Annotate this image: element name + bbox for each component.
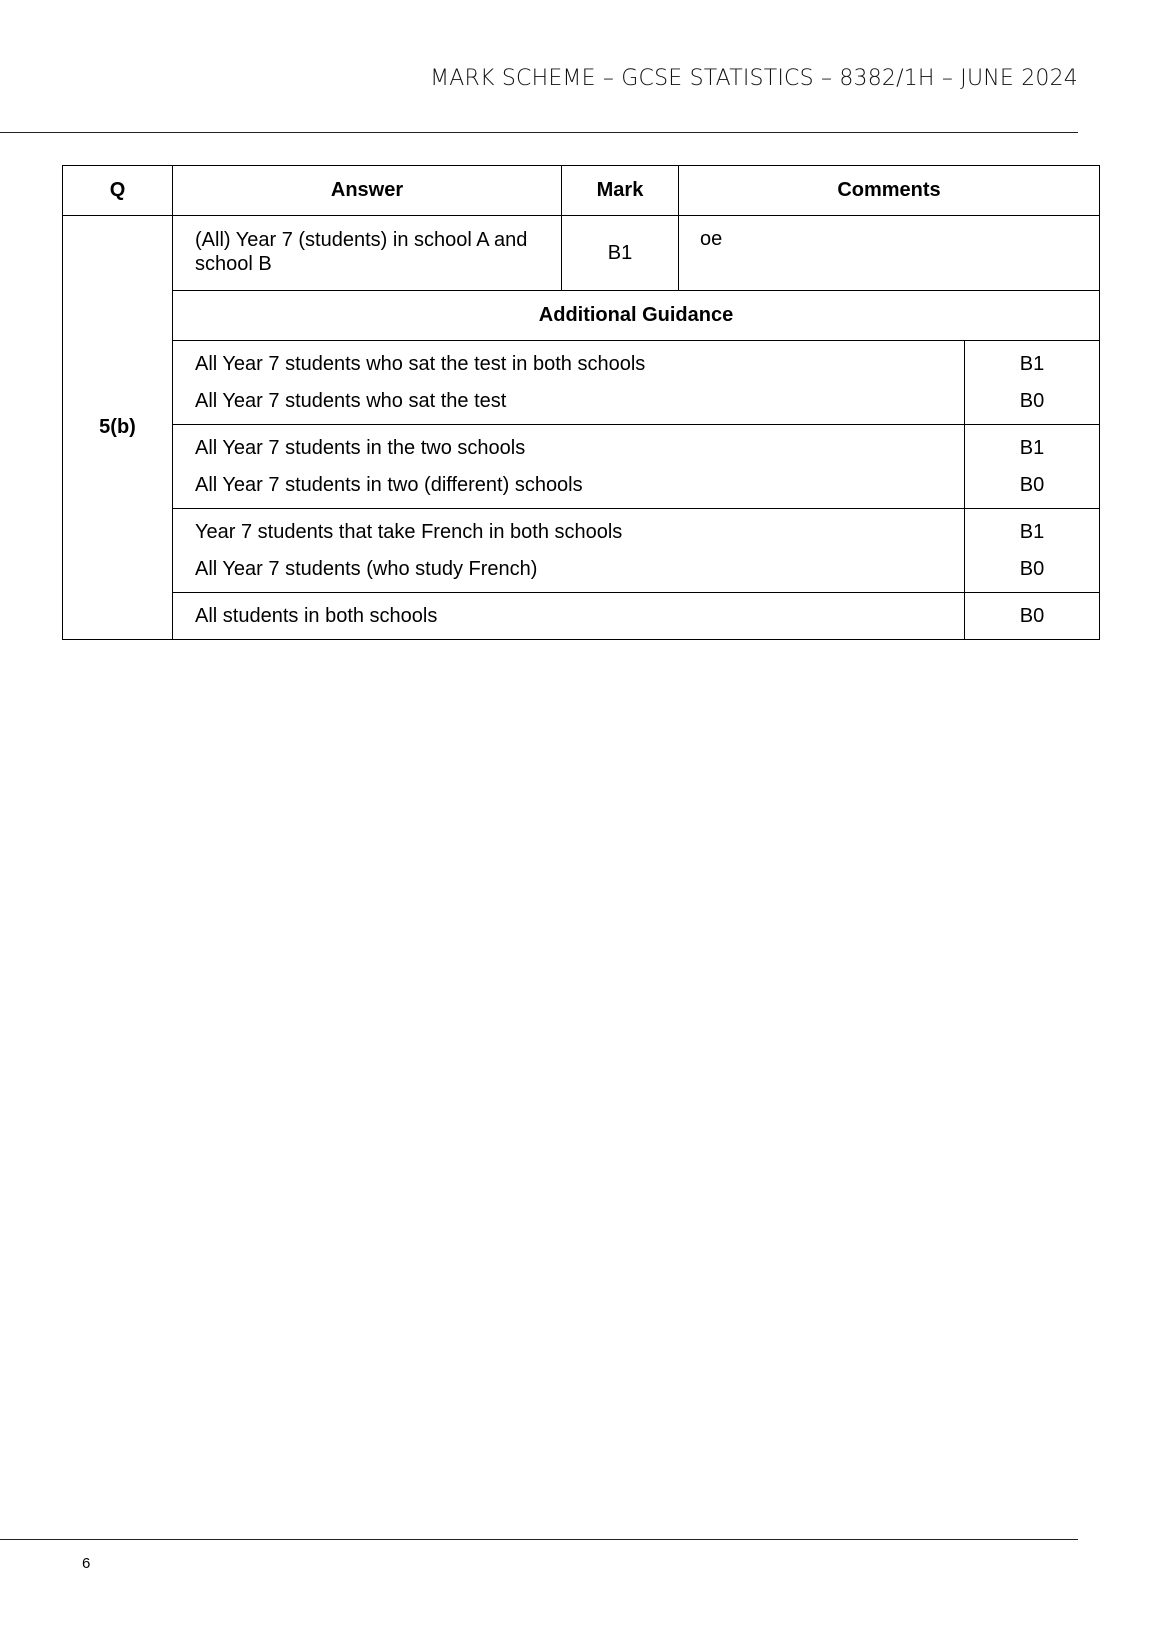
guidance-mark: B0 xyxy=(1019,390,1045,412)
mark-cell: B1 xyxy=(562,216,679,291)
guidance-text: All Year 7 students who sat the test in both schools xyxy=(195,353,646,375)
guidance-mark-cell xyxy=(965,593,1100,640)
guidance-text: All Year 7 students (who study French) xyxy=(195,558,538,580)
guidance-row xyxy=(63,341,1100,425)
guidance-text-cell xyxy=(173,593,965,640)
guidance-row xyxy=(63,509,1100,593)
guidance-text: All students in both schools xyxy=(195,605,438,627)
answer-cell: (All) Year 7 (students) in school A and school B xyxy=(173,216,562,291)
guidance-text-cell xyxy=(173,425,965,509)
guidance-row xyxy=(63,425,1100,509)
table-header-row xyxy=(63,166,1100,216)
guidance-text: All Year 7 students in two (different) schools xyxy=(195,474,583,496)
guidance-text: All Year 7 students in the two schools xyxy=(195,437,526,459)
guidance-text: Year 7 students that take French in both schools xyxy=(195,521,623,543)
guidance-mark-cell xyxy=(965,425,1100,509)
question-number: 5(b) xyxy=(63,216,173,640)
guidance-mark: B0 xyxy=(1019,605,1045,627)
guidance-mark-cell xyxy=(965,509,1100,593)
footer-rule xyxy=(0,1539,1078,1540)
header-rule xyxy=(0,132,1078,133)
page-header-title: MARK SCHEME – GCSE STATISTICS – 8382/1H – JUNE 2024 xyxy=(430,66,1078,91)
additional-guidance-header-row xyxy=(63,291,1100,341)
col-header-mark: Mark xyxy=(562,166,679,216)
comment-cell: oe xyxy=(679,216,1100,291)
guidance-mark: B1 xyxy=(1019,437,1045,459)
answer-row xyxy=(63,216,1100,291)
guidance-mark: B0 xyxy=(1019,558,1045,580)
guidance-mark: B0 xyxy=(1019,474,1045,496)
guidance-row xyxy=(63,593,1100,640)
guidance-text: All Year 7 students who sat the test xyxy=(195,390,507,412)
additional-guidance-title: Additional Guidance xyxy=(173,291,1100,341)
guidance-text-cell xyxy=(173,509,965,593)
col-header-comments: Comments xyxy=(679,166,1100,216)
col-header-q: Q xyxy=(63,166,173,216)
page-number: 6 xyxy=(82,1555,91,1572)
mark-scheme-table xyxy=(62,165,1100,640)
guidance-mark: B1 xyxy=(1019,353,1045,375)
guidance-mark-cell xyxy=(965,341,1100,425)
col-header-answer: Answer xyxy=(173,166,562,216)
guidance-mark: B1 xyxy=(1019,521,1045,543)
guidance-text-cell xyxy=(173,341,965,425)
